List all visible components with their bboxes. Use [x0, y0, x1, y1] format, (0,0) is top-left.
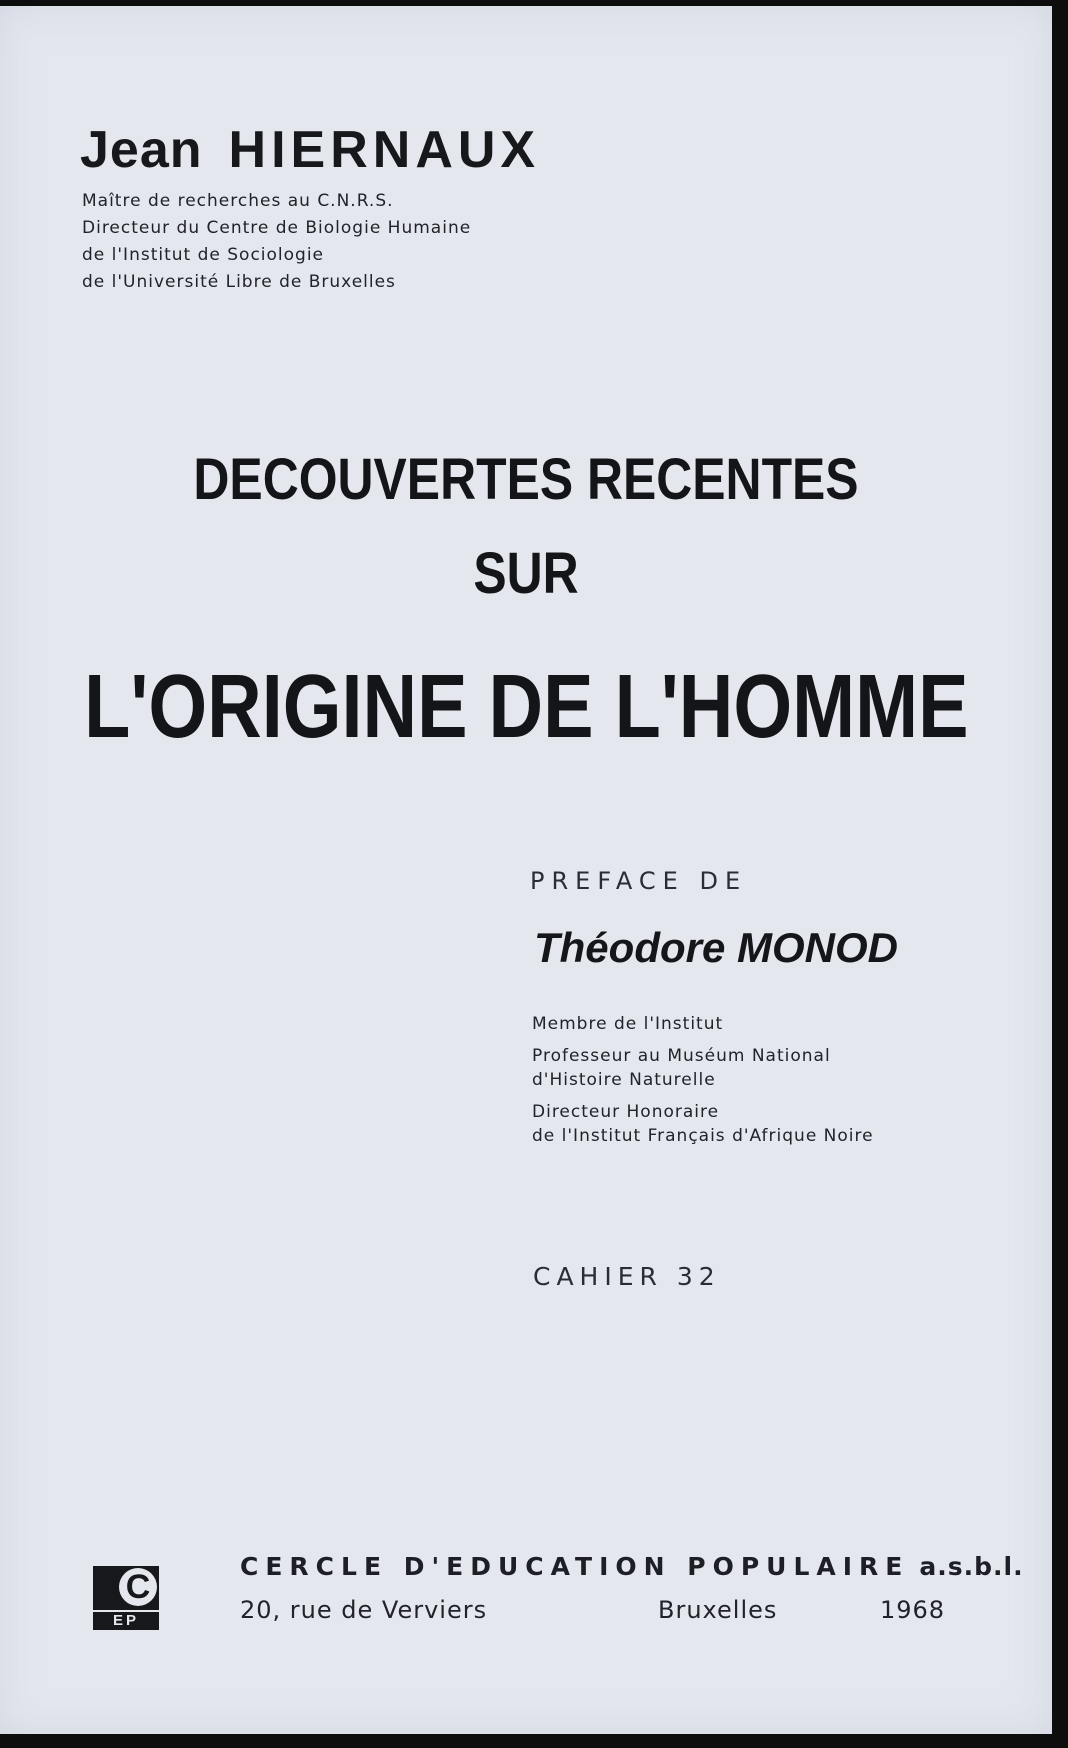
affiliation-line: Maître de recherches au C.N.R.S. — [82, 191, 394, 211]
preface-author: Théodore MONOD — [534, 924, 898, 971]
affiliation-line: Directeur du Centre de Biologie Humaine — [82, 218, 472, 238]
publisher-legal-form: a.s.b.l. — [919, 1552, 1024, 1581]
credential-line: de l'Institut Français d'Afrique Noire — [532, 1126, 874, 1146]
book-cover — [0, 6, 1052, 1734]
credential-line: Professeur au Muséum National — [532, 1046, 831, 1066]
affiliation-line: de l'Université Libre de Bruxelles — [82, 272, 396, 292]
logo-bottom-letters: EP — [112, 1612, 139, 1629]
credential-line: Directeur Honoraire — [532, 1102, 720, 1122]
author-first-name: Jean — [80, 121, 203, 179]
logo-letter: C — [119, 1568, 157, 1606]
affiliation-line: de l'Institut de Sociologie — [82, 245, 325, 265]
publisher-city: Bruxelles — [658, 1596, 778, 1624]
credential-line: Membre de l'Institut — [532, 1014, 724, 1034]
author-last-name: HIERNAUX — [228, 121, 541, 179]
author-name — [80, 121, 541, 179]
publication-year: 1968 — [880, 1596, 946, 1624]
series-number: CAHIER 32 — [533, 1262, 721, 1291]
publisher-name-line — [240, 1552, 1024, 1581]
title-line-1: DECOUVERTES RECENTES — [193, 447, 859, 512]
publisher-name: CERCLE D'EDUCATION POPULAIRE — [240, 1552, 910, 1581]
author-affiliations — [82, 188, 471, 296]
preface-label: PREFACE DE — [530, 867, 748, 895]
preface-author-credentials — [532, 1012, 874, 1156]
credential-line: d'Histoire Naturelle — [532, 1070, 716, 1090]
publisher-address: 20, rue de Verviers — [240, 1596, 488, 1624]
title-line-2: SUR — [473, 541, 579, 606]
publisher-logo — [93, 1566, 159, 1630]
title-line-3: L'ORIGINE DE L'HOMME — [84, 657, 969, 757]
